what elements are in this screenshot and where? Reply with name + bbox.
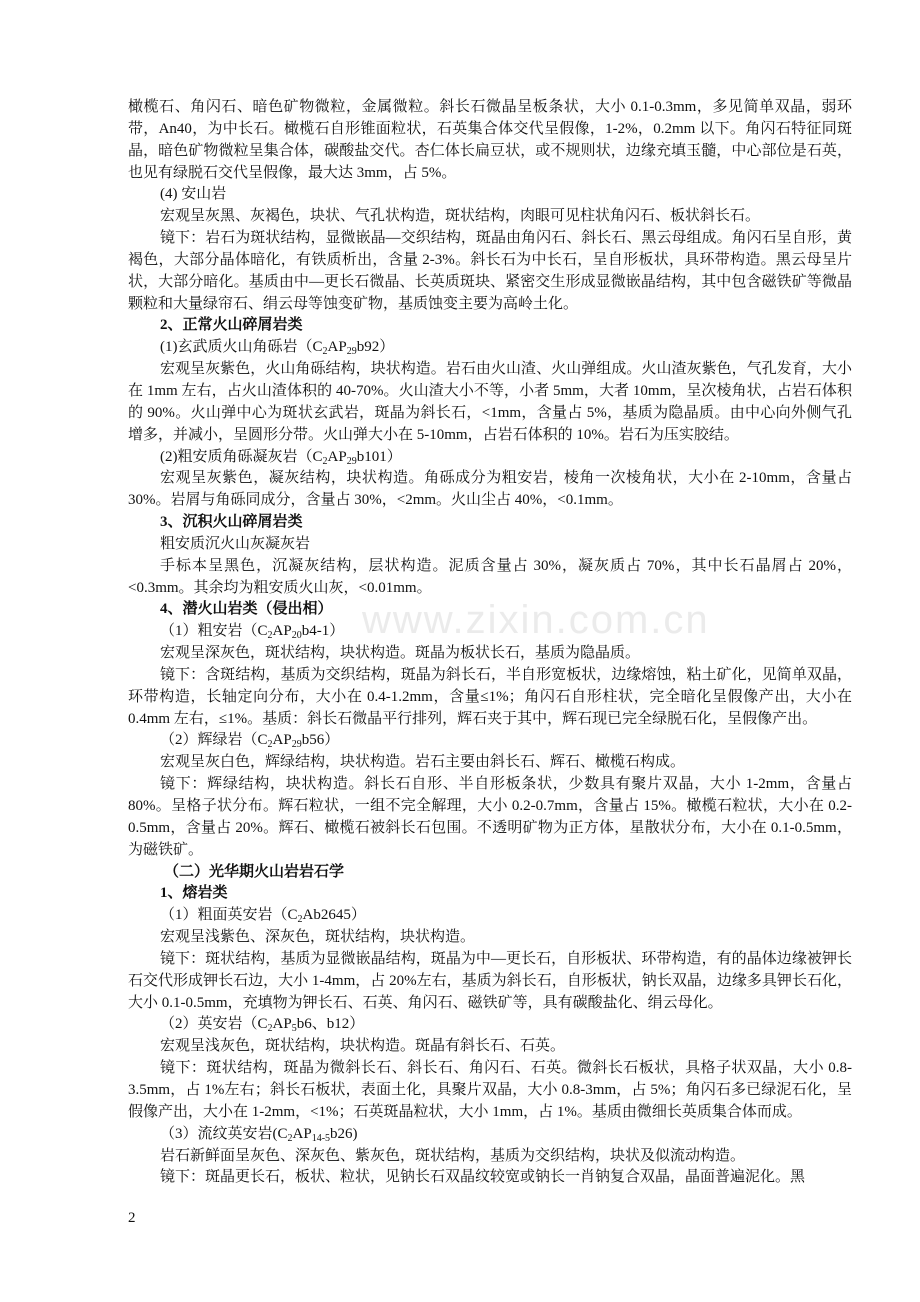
subscript: 20 [291, 630, 302, 642]
dacite-macro: 宏观呈浅灰色，斑状结构，块状构造。斑晶有斜长石、石英。 [160, 1038, 566, 1055]
andesite-micro: 镜下：岩石为斑状结构，显微嵌晶—交织结构，斑晶由角闪石、斜长石、黑云母组成。角闪石呈自形，黄褐色，大部分晶体暗化，有铁质析出，含量 2-3%。斜长石为中长石，呈自形板状，具环带构造。黑云母呈片状，大部分暗化。基质由中—更长石微晶、长英质斑块、紧密交生形成显微嵌晶结构，其中包含磁铁矿等微晶颗粒和大量绿帘石、绢云母等蚀变矿物，基质蚀变主要为高岭土化。 [128, 230, 852, 312]
heading-text: AP [272, 623, 292, 640]
heading-text: b6、b12） [296, 1016, 365, 1033]
trachyandesite-macro: 宏观呈深灰色，斑状结构，块状构造。斑晶为板状长石，基质为隐晶质。 [160, 645, 641, 662]
heading-text: b56） [301, 732, 340, 749]
subscript: 2 [297, 914, 303, 926]
rhyodacite-macro: 岩石新鲜面呈灰色、深灰色、紫灰色，斑状结构，基质为交织结构，块状及似流动构造。 [160, 1147, 746, 1164]
sedimentary-tuff-macro: 手标本呈黑色，沉凝灰结构，层状构造。泥质含量占 30%，凝灰质占 70%，其中长石晶屑占 20%，<0.3mm。其余均为粗安质火山灰，<0.01mm。 [128, 557, 852, 596]
diabase-heading [128, 730, 852, 752]
basalt-breccia-macro: 宏观呈灰紫色，火山角砾结构，块状构造。岩石由火山渣、火山弹组成。火山渣灰紫色，气孔发育，大小在 1mm 左右，占火山渣体积的 40-70%。火山渣大小不等，小者 5mm，大者 10mm，呈次棱角状，占岩石体积的 90%。火山弹中心为斑状玄武岩，斑晶为斜长石，<1mm，含量占 5%，基质为隐晶质。由中心向外侧气孔增多，并减小，呈圆形分带。火山弹大小在 5-10mm，占岩石体积的 10%。岩石为压实胶结。 [128, 361, 852, 443]
trachyandesite-heading [128, 621, 852, 643]
section-heading-sedimentary-pyroclastic: 3、沉积火山碎屑岩类 [160, 514, 303, 531]
trachyandesite-tuff-macro: 宏观呈灰紫色，凝灰结构，块状构造。角砾成分为粗安岩，棱角一次棱角状，大小在 2-10mm，含量占 30%。岩屑与角砾同成分，含量占 30%，<2mm。火山尘占 40%，<0.1mm。 [128, 470, 852, 509]
heading-text: （1）粗面英安岩（C [160, 907, 298, 924]
trachyandesite-tuff-heading [128, 447, 852, 469]
diabase-macro: 宏观呈灰白色，辉绿结构，块状构造。岩石主要由斜长石、辉石、橄榄石构成。 [160, 754, 686, 771]
basalt-breccia-heading [128, 337, 852, 359]
heading-text: (2)粗安质角砾凝灰岩（C [160, 448, 323, 465]
subscript: 2 [322, 346, 328, 358]
subscript: 29 [291, 739, 302, 751]
continuation-paragraph: 橄榄石、角闪石、暗色矿物微粒，金属微粒。斜长石微晶呈板条状，大小 0.1-0.3mm，多见简单双晶，弱环带，An40，为中长石。橄榄石自形锥面粒状，石英集合体交代呈假像，1-2%，0.2mm 以下。角闪石特征同斑晶，暗色矿物微粒呈集合体，碳酸盐交代。杏仁体长扁豆状，或不规则状，边缘充填玉髓，中心部位是石英，也见有绿脱石交代呈假像，最大达 3mm，占 5%。 [128, 99, 852, 181]
trachydacite-heading [128, 905, 852, 927]
heading-text: AP [272, 732, 292, 749]
trachydacite-macro: 宏观呈浅紫色、深灰色，斑状结构，块状构造。 [160, 929, 476, 946]
section-heading-lava: 1、熔岩类 [160, 885, 228, 902]
subscript: 29 [346, 455, 357, 467]
dacite-micro: 镜下：斑状结构，斑晶为微斜长石、斜长石、角闪石、石英。微斜长石板状，具格子状双晶，大小 0.8-3.5mm，占 1%左右；斜长石板状，表面土化，具聚片双晶，大小 0.8-3mm，占 5%；角闪石多已绿泥石化，呈假像产出，大小在 1-2mm，<1%；石英斑晶粒状，大小 1mm，占 1%。基质由微细长英质集合体而成。 [128, 1060, 852, 1120]
heading-text: b26) [330, 1125, 358, 1142]
heading-text: AP [327, 339, 347, 356]
sedimentary-tuff-heading: 粗安质沉火山灰凝灰岩 [160, 535, 311, 552]
heading-text: AP [327, 448, 347, 465]
heading-text: Ab2645） [302, 907, 366, 924]
trachydacite-micro: 镜下：斑状结构，基质为显微嵌晶结构，斑晶为中—更长石，自形板状、环带构造，有的晶体边缘被钾长石交代形成钾长石边，大小 1-4mm，占 20%左右，基质为斜长石，自形板状，钠长双晶，边缘多具钾长石化，大小 0.1-0.5mm，充填物为钾长石、石英、角闪石、磁铁矿等，具有碳酸盐化、绢云母化。 [128, 950, 852, 1011]
heading-text: b4-1） [301, 623, 345, 640]
section-heading-normal-pyroclastic: 2、正常火山碎屑岩类 [160, 317, 303, 334]
subscript: 14-5 [311, 1132, 331, 1144]
heading-text: (1)玄武质火山角砾岩（C [160, 339, 323, 356]
diabase-micro: 镜下：辉绿结构，块状构造。斜长石自形、半自形板条状，少数具有聚片双晶，大小 1-2mm，含量占 80%。呈格子状分布。辉石粒状，一组不完全解理，大小 0.2-0.7mm，含量占 15%。橄榄石粒状，大小在 0.2-0.5mm，含量占 20%。辉石、橄榄石被斜长石包围。不透明矿物为正方体，星散状分布，大小在 0.1-0.5mm，为磁铁矿。 [128, 776, 852, 858]
subscript: 2 [267, 739, 273, 751]
heading-text: b92） [356, 339, 395, 356]
subscript: 2 [287, 1132, 293, 1144]
subscript: 2 [267, 630, 273, 642]
dacite-heading [128, 1014, 852, 1036]
part-heading-guanghua-volcanics: （二）光华期火山岩岩石学 [164, 863, 345, 880]
heading-text: （1）粗安岩（C [160, 623, 268, 640]
heading-text: AP [272, 1016, 292, 1033]
rhyodacite-micro: 镜下：斑晶更长石，板状、粒状，见钠长石双晶纹较宽或钠长一肖钠复合双晶，晶面普遍泥化。黑 [160, 1169, 806, 1186]
subscript: 5 [291, 1023, 297, 1035]
heading-text: （2）英安岩（C [160, 1016, 268, 1033]
watermark: www.zixin.com.cn [362, 598, 710, 642]
subscript: 29 [346, 346, 357, 358]
subscript: 2 [322, 455, 328, 467]
page-number: 2 [128, 1210, 136, 1226]
heading-text: AP [292, 1125, 312, 1142]
subscript: 2 [267, 1023, 273, 1035]
heading-text: b101） [356, 448, 402, 465]
document-body [128, 97, 852, 1189]
trachyandesite-micro: 镜下：含斑结构，基质为交织结构，斑晶为斜长石，半自形宽板状，边缘熔蚀，粘土矿化，见简单双晶，环带构造，长轴定向分布，大小在 0.4-1.2mm，含量≤1%；角闪石自形柱状，完全暗化呈假像产出，大小在 0.4mm 左右，≤1%。基质：斜长石微晶平行排列，辉石夹于其中，辉石现已完全绿脱石化，呈假像产出。 [128, 666, 852, 727]
andesite-macro: 宏观呈灰黑、灰褐色，块状、气孔状构造，斑状结构，肉眼可见柱状角闪石、板状斜长石。 [160, 208, 761, 225]
rhyodacite-heading [128, 1124, 852, 1146]
section-heading-subvolcanic: 4、潜火山岩类（侵出相） [160, 601, 333, 618]
heading-text: （2）辉绿岩（C [160, 732, 268, 749]
andesite-heading: (4) 安山岩 [160, 186, 227, 203]
heading-text: （3）流纹英安岩(C [160, 1125, 288, 1142]
